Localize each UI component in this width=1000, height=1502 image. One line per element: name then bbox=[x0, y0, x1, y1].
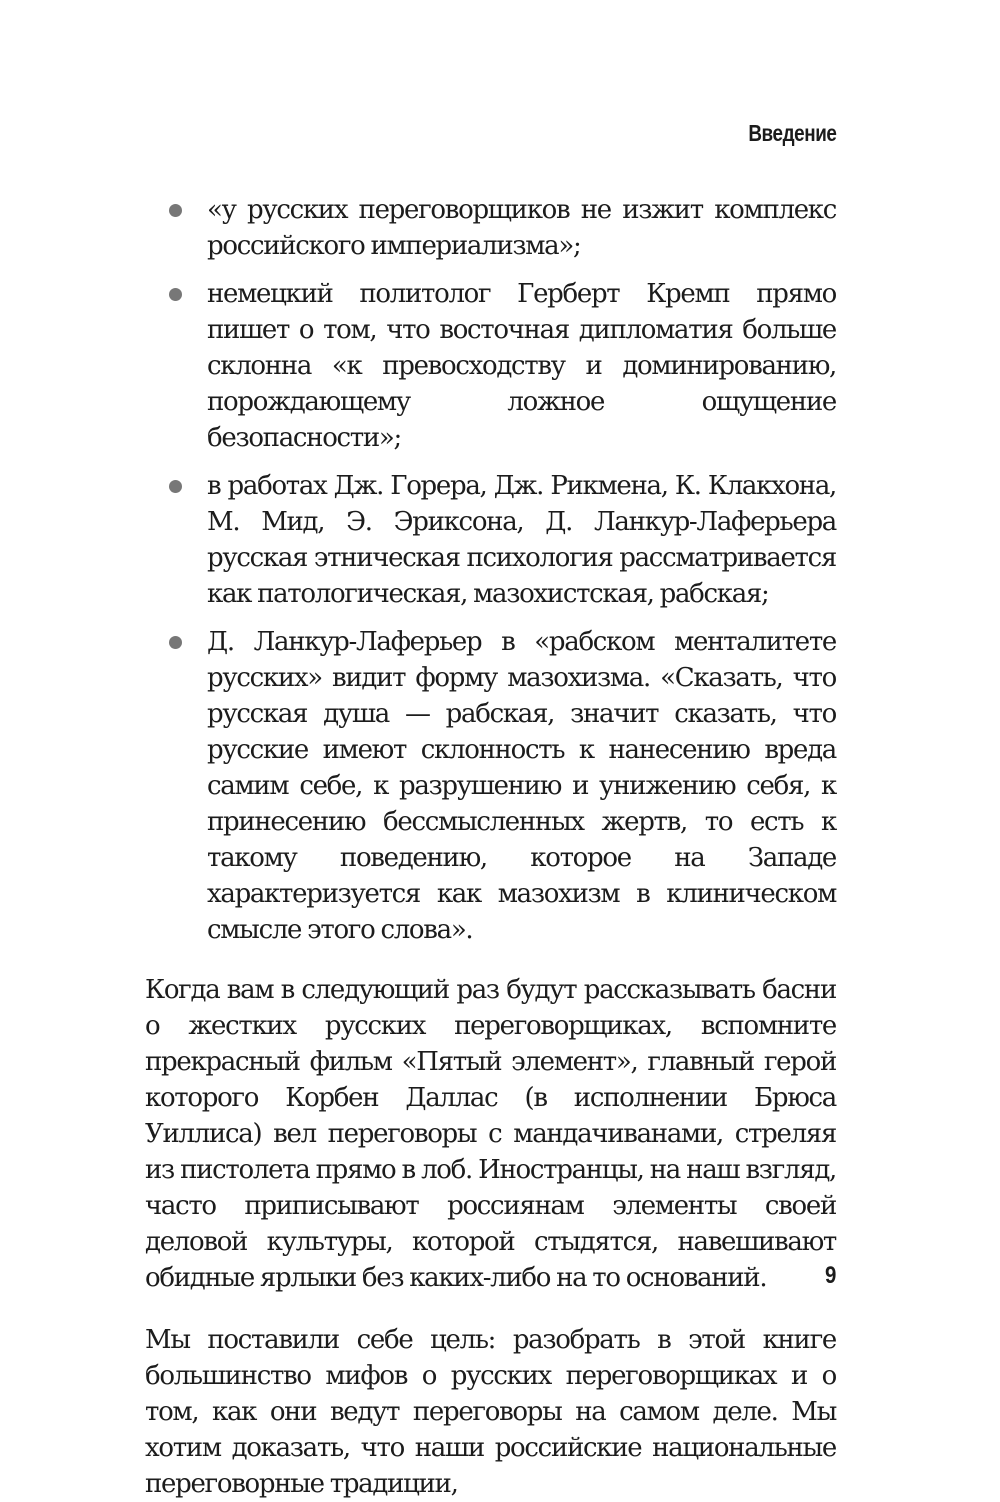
bullet-dot-icon bbox=[169, 204, 182, 217]
bullet-dot-icon bbox=[169, 288, 182, 301]
page-number: 9 bbox=[824, 1262, 836, 1289]
page-body bbox=[145, 192, 836, 1502]
bullet-item bbox=[145, 192, 836, 264]
running-header: Введение bbox=[747, 120, 836, 146]
bullet-list bbox=[145, 192, 836, 948]
bullet-dot-icon bbox=[169, 480, 182, 493]
bullet-item bbox=[145, 624, 836, 948]
bullet-text: в работах Дж. Горера, Дж. Рикмена, К. Клакхона, М. Мид, Э. Эриксона, Д. Ланкур-Лаферьера русская этническая психология рассматривается как патологическая, мазохистская, рабская; bbox=[207, 471, 836, 609]
body-paragraph: Когда вам в следующий раз будут рассказывать басни о жестких русских переговорщиках, вспомните прекрасный фильм «Пятый элемент», главный герой которого Корбен Даллас (в исполнении Брюса Уиллиса) вел переговоры с мандачиванами, стреляя из пистолета прямо в лоб. Иностранцы, на наш взгляд, часто приписывают россиянам элементы своей деловой культуры, которой стыдятся, навешивают обидные ярлыки без каких-либо на то оснований. bbox=[145, 975, 836, 1293]
bullet-dot-icon bbox=[169, 636, 182, 649]
bullet-item bbox=[145, 276, 836, 456]
body-paragraph: Мы поставили себе цель: разобрать в этой книге большинство мифов о русских переговорщиках и о том, как они ведут переговоры на самом деле. Мы хотим доказать, что наши российские национальные переговорные традиции, bbox=[145, 1325, 836, 1499]
bullet-text: немецкий политолог Герберт Кремп прямо пишет о том, что восточная дипломатия больше склонна «к превосходству и доминированию, порождающему ложное ощущение безопасности»; bbox=[207, 279, 836, 453]
bullet-text: Д. Ланкур-Лаферьер в «рабском менталитете русских» видит форму мазохизма. «Сказать, что русская душа — рабская, значит сказать, что русские имеют склонность к нанесению вреда самим себе, к разрушению и унижению себя, к принесению бессмысленных жертв, то есть к такому поведению, которое на Западе характеризуется как мазохизм в клиническом смысле этого слова». bbox=[207, 627, 836, 945]
bullet-text: «у русских переговорщиков не изжит комплекс российского империализма»; bbox=[207, 195, 836, 261]
bullet-item bbox=[145, 468, 836, 612]
